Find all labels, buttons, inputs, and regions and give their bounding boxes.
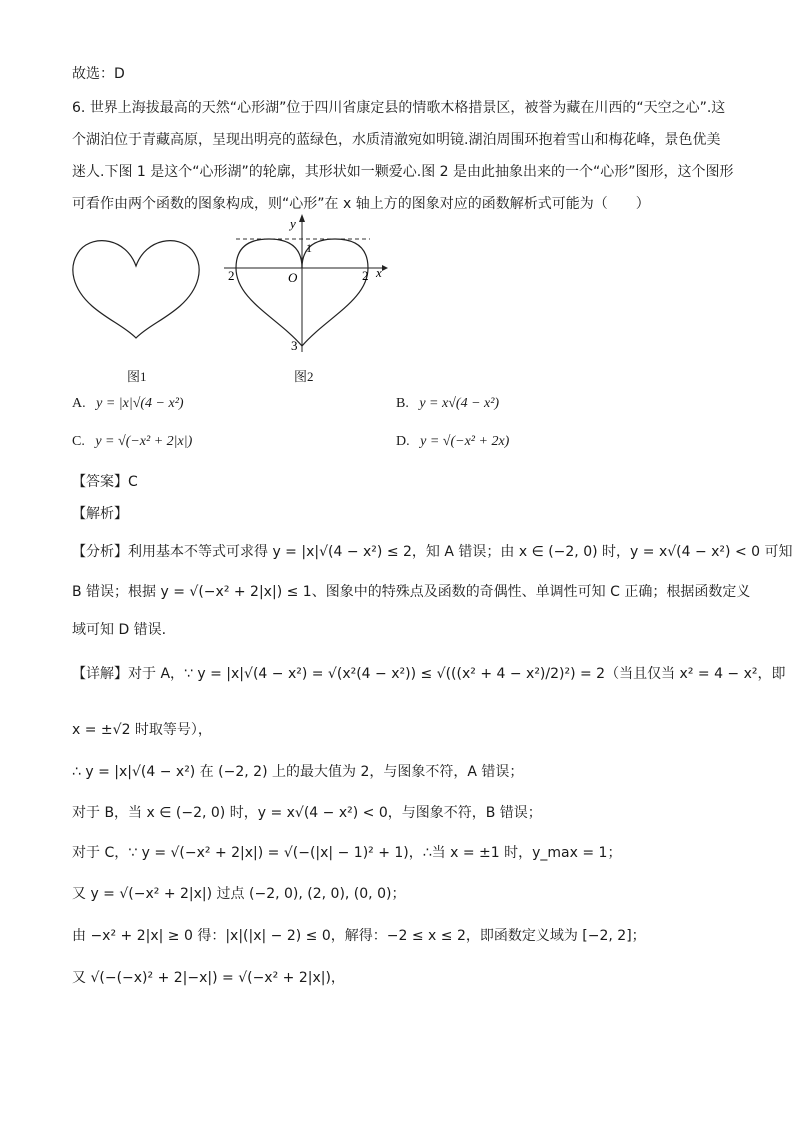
option-c-label: C. — [72, 434, 85, 449]
label-one: 1 — [306, 241, 312, 255]
option-a[interactable] — [72, 396, 184, 412]
option-c[interactable] — [72, 434, 192, 450]
fenxi-line-3: 域可知 D 错误. — [72, 622, 167, 638]
heart-outline — [73, 241, 199, 338]
detail-line-c4: 又 √(−(−x)² + 2|−x|) = √(−x² + 2|x|)， — [72, 970, 345, 986]
label-origin: O — [288, 270, 298, 285]
figure-2-caption: 图2 — [294, 369, 314, 384]
label-y: y — [290, 216, 296, 231]
option-b-label: B. — [396, 396, 409, 411]
x-axis-arrow — [382, 265, 388, 271]
previous-answer: 故选：D — [72, 66, 125, 82]
detail-line-a1 — [72, 664, 786, 684]
option-d[interactable] — [396, 434, 509, 450]
label-neg-three: 3 — [291, 338, 298, 353]
option-b[interactable] — [396, 396, 499, 412]
detail-line-a3: ∴ y = |x|√(4 − x²) 在 (−2, 2) 上的最大值为 2，与图象不符，A 错误； — [72, 764, 524, 780]
question-line-3: 迷人.下图 1 是这个“心形湖”的轮廓，其形状如一颗爱心.图 2 是由此抽象出来的一个“心形”图形，这个图形 — [72, 164, 734, 180]
answer-line — [72, 472, 138, 492]
figure-1-caption: 图1 — [127, 369, 147, 384]
question-line-4: 可看作由两个函数的图象构成，则“心形”在 x 轴上方的图象对应的函数解析式可能为（ ） — [72, 196, 650, 212]
label-pos-two: 2 — [362, 268, 369, 283]
option-d-expr: y = √(−x² + 2x) — [420, 434, 510, 449]
detail-line-c3: 由 −x² + 2|x| ≥ 0 得：|x|(|x| − 2) ≤ 0，解得：−2 ≤ x ≤ 2，即函数定义域为 [−2, 2]； — [72, 928, 646, 944]
label-neg-two: 2 — [228, 268, 235, 283]
detail-line-b: 对于 B，当 x ∈ (−2, 0) 时，y = x√(4 − x²) < 0，与图象不符，B 错误； — [72, 805, 542, 821]
option-a-expr: y = |x|√(4 − x²) — [96, 396, 184, 411]
label-x: x — [376, 265, 382, 280]
question-number: 6. — [72, 100, 86, 116]
option-a-label: A. — [72, 396, 86, 411]
detail-a1-text: 对于 A，∵ y = |x|√(4 − x²) = √(x²(4 − x²)) ≤ √(((x² + 4 − x²)/2)²) = 2（当且仅当 x² = 4 − x²，即 — [128, 666, 786, 682]
answer-value: C — [128, 474, 138, 490]
figure-1-heart — [68, 228, 208, 343]
question-text-1: 世界上海拔最高的天然“心形湖”位于四川省康定县的情歌木格措景区，被誉为藏在川西的“天空之心”.这 — [89, 100, 726, 116]
option-c-expr: y = √(−x² + 2|x|) — [95, 434, 193, 449]
fenxi-tag: 【分析】 — [72, 544, 128, 560]
detail-line-a2: x = ±√2 时取等号）， — [72, 722, 212, 738]
detail-line-c1: 对于 C，∵ y = √(−x² + 2|x|) = √(−(|x| − 1)² + 1)，∴当 x = ±1 时，y_max = 1； — [72, 845, 622, 861]
option-b-expr: y = x√(4 − x²) — [419, 396, 500, 411]
upper-left-arc — [236, 239, 302, 268]
fenxi-line-1 — [72, 542, 793, 562]
detail-line-c2: 又 y = √(−x² + 2|x|) 过点 (−2, 0), (2, 0), (0, 0)； — [72, 886, 406, 902]
fenxi-line-2: B 错误；根据 y = √(−x² + 2|x|) ≤ 1、图象中的特殊点及函数的奇偶性、单调性可知 C 正确；根据函数定义 — [72, 584, 751, 600]
option-d-label: D. — [396, 434, 410, 449]
y-axis-arrow — [299, 214, 305, 222]
question-line-2: 个湖泊位于青藏高原，呈现出明亮的蓝绿色，水质清澈宛如明镜.湖泊周围环抱着雪山和梅花峰，景色优美 — [72, 132, 721, 148]
analysis-tag: 【解析】 — [72, 506, 128, 522]
question-line-1 — [72, 98, 725, 118]
figure-2-heart-graph — [222, 212, 392, 362]
xiangjie-tag: 【详解】 — [72, 666, 128, 682]
fenxi-text-1: 利用基本不等式可求得 y = |x|√(4 − x²) ≤ 2，知 A 错误；由 x ∈ (−2, 0) 时，y = x√(4 − x²) < 0 可知 — [128, 544, 793, 560]
answer-tag: 【答案】 — [72, 474, 128, 490]
